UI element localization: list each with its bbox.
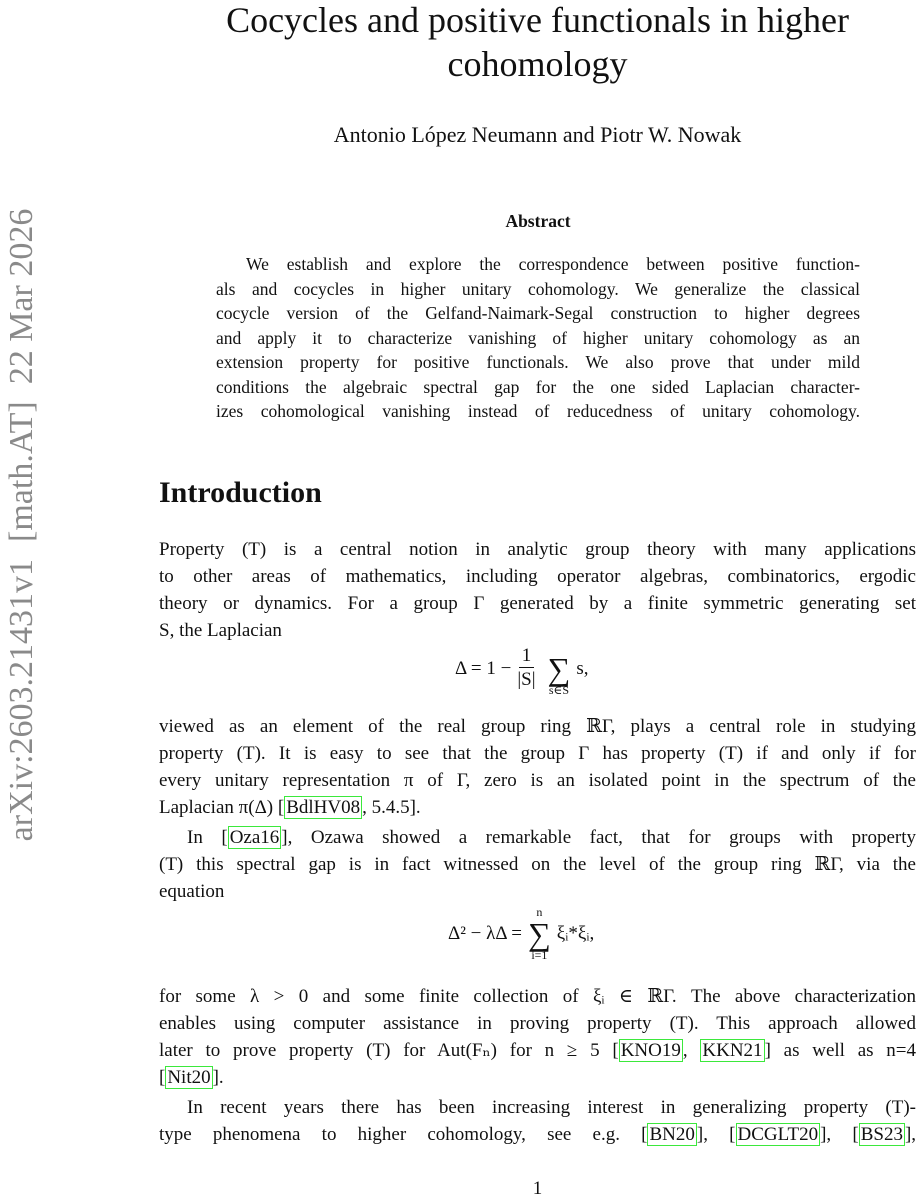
citation-link[interactable]: KKN21 xyxy=(702,1040,763,1061)
text: ], xyxy=(904,1124,917,1145)
paper-title-line-2: cohomology xyxy=(447,44,628,84)
body-line: to other areas of mathematics, including operator algebras, combinatorics, ergodic xyxy=(159,566,916,587)
text: , xyxy=(682,1040,701,1061)
citation-link[interactable]: BS23 xyxy=(860,1124,903,1145)
abstract-heading: Abstract xyxy=(505,211,571,231)
equation-spectral-gap xyxy=(448,906,594,962)
body-line: property (T). It is easy to see that the group Γ has property (T) if and only if for xyxy=(159,743,916,764)
body-line xyxy=(159,1066,916,1090)
abstract-line: extension property for positive functionals. We also prove that under mild xyxy=(216,352,860,372)
sum-subscript: s∈S xyxy=(548,683,570,697)
text: [ xyxy=(159,1067,166,1088)
text: In [ xyxy=(187,827,228,848)
text: later to prove property (T) for Aut(Fₙ) for n ≥ 5 [ xyxy=(159,1040,619,1061)
eq-rhs: s, xyxy=(576,657,589,679)
body-line: enables using computer assistance in proving property (T). This approach allowed xyxy=(159,1013,916,1034)
text: Laplacian π(Δ) [ xyxy=(159,797,285,818)
text: ], Ozawa showed a remarkable fact, that for groups with property xyxy=(281,827,917,848)
body-line: S, the Laplacian xyxy=(159,620,282,641)
eq-rhs: ξᵢ*ξᵢ, xyxy=(556,923,595,944)
citation-link[interactable]: Oza16 xyxy=(229,827,280,848)
section-heading-introduction: Introduction xyxy=(159,476,322,509)
eq-lhs: Δ = 1 − xyxy=(455,657,512,679)
body-line: for some λ > 0 and some finite collection of ξᵢ ∈ ℝΓ. The above characterization xyxy=(159,986,916,1007)
body-line: In recent years there has been increasing interest in generalizing property (T)- xyxy=(187,1097,916,1118)
abstract-line: izes cohomological vanishing instead of reducedness of unitary cohomology. xyxy=(216,401,860,421)
body-line xyxy=(159,796,916,820)
body-line xyxy=(159,1039,916,1063)
sum-superscript: n xyxy=(536,905,543,919)
arxiv-side-stamp: arXiv:2603.21431v1 [math.AT] 22 Mar 2026 xyxy=(3,208,40,842)
body-line: viewed as an element of the real group ring ℝΓ, plays a central role in studying xyxy=(159,716,916,737)
citation-link[interactable]: BdlHV08 xyxy=(286,797,361,818)
text: , 5.4.5]. xyxy=(362,797,421,818)
sum-symbol: ∑ xyxy=(547,651,571,687)
abstract-line: We establish and explore the correspondence between positive function- xyxy=(246,254,860,274)
sum-subscript: i=1 xyxy=(531,948,548,962)
authors: Antonio López Neumann and Piotr W. Nowak xyxy=(333,122,742,147)
eq-denominator: |S| xyxy=(517,669,536,690)
citation-link[interactable]: BN20 xyxy=(649,1124,695,1145)
paper-title-line-1: Cocycles and positive functionals in higher xyxy=(226,0,849,40)
abstract-line: als and cocycles in higher unitary cohomology. We generalize the classical xyxy=(216,279,860,299)
eq-sum xyxy=(528,906,551,962)
citation-link[interactable]: Nit20 xyxy=(167,1067,211,1088)
eq-sum xyxy=(547,651,571,697)
abstract-line: cocycle version of the Gelfand-Naimark-Segal construction to higher degrees xyxy=(216,303,860,323)
text: ], [ xyxy=(820,1124,859,1145)
body-line: (T) this spectral gap is in fact witnessed on the level of the group ring ℝΓ, via the xyxy=(159,854,916,875)
text: ]. xyxy=(212,1067,224,1088)
body-line xyxy=(187,826,916,850)
text: type phenomena to higher cohomology, see e.g. [ xyxy=(159,1124,648,1145)
eq-fraction xyxy=(517,645,535,692)
body-line: theory or dynamics. For a group Γ generated by a finite symmetric generating set xyxy=(159,593,916,614)
eq-lhs: Δ² − λΔ = xyxy=(448,923,522,944)
body-line xyxy=(159,1123,916,1147)
body-line: equation xyxy=(159,881,225,902)
text: ] as well as n=4 xyxy=(764,1040,916,1061)
sum-symbol: ∑ xyxy=(527,916,551,952)
eq-numerator: 1 xyxy=(519,645,535,668)
abstract-line: and apply it to characterize vanishing of higher unitary cohomology as an xyxy=(216,328,860,348)
citation-link[interactable]: DCGLT20 xyxy=(737,1124,819,1145)
page-number: 1 xyxy=(532,1178,543,1199)
body-line: every unitary representation π of Γ, zero is an isolated point in the spectrum of the xyxy=(159,770,916,791)
abstract-line: conditions the algebraic spectral gap for the one sided Laplacian character- xyxy=(216,377,860,397)
text: ], [ xyxy=(696,1124,736,1145)
citation-link[interactable]: KNO19 xyxy=(620,1040,681,1061)
equation-laplacian xyxy=(455,640,589,697)
body-line: Property (T) is a central notion in analytic group theory with many applications xyxy=(159,539,916,560)
